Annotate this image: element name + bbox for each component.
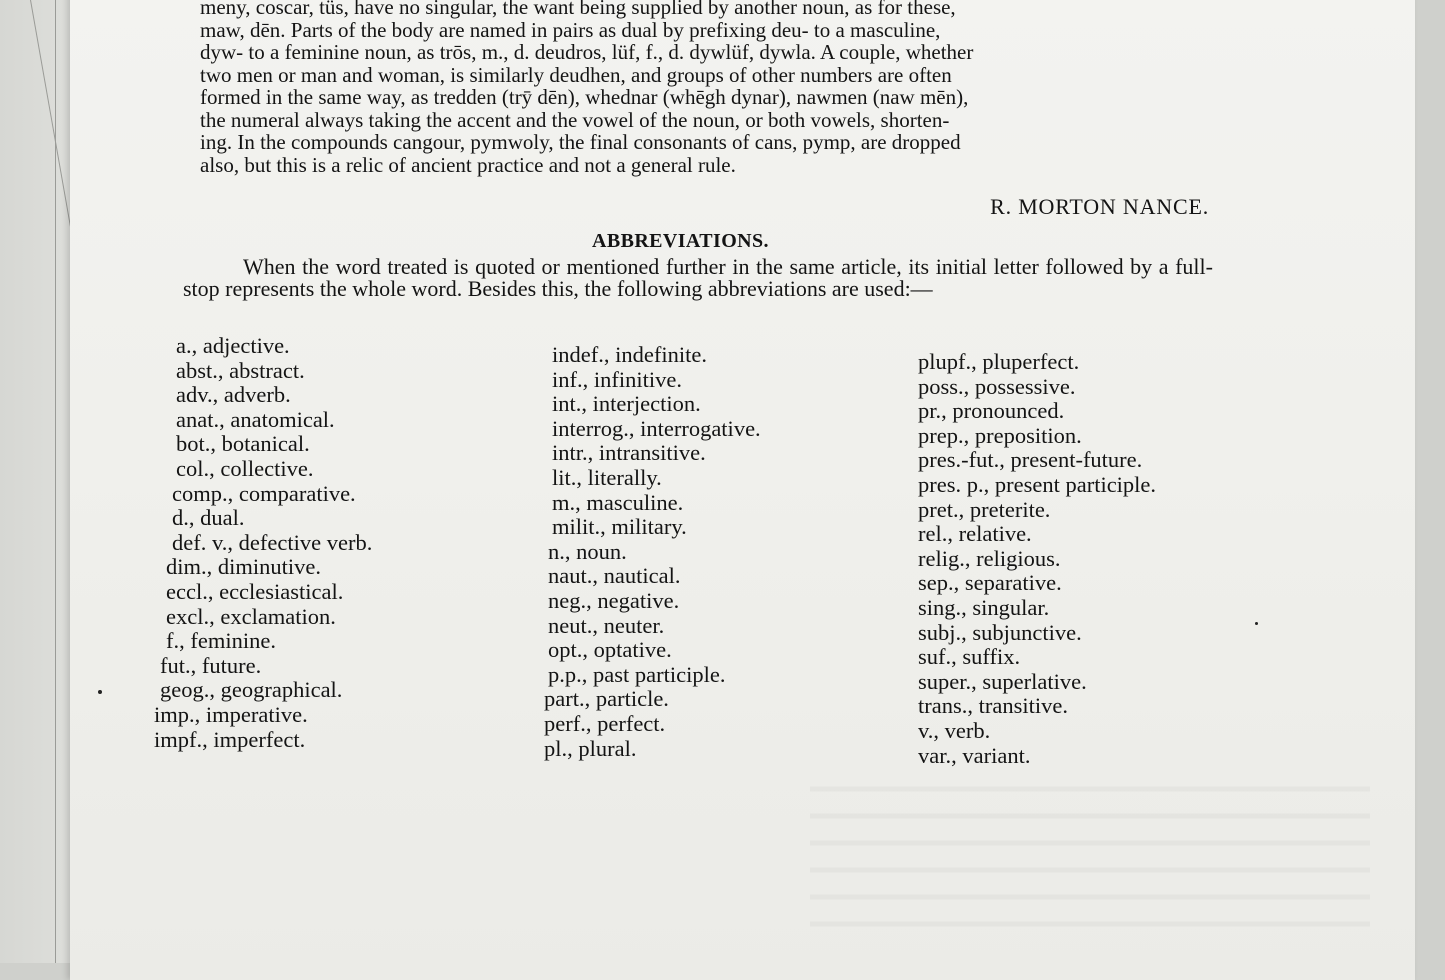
abbreviation-entry: comp., comparative. xyxy=(172,480,356,506)
abbreviation-entry: suf., suffix. xyxy=(918,644,1021,670)
author-signature: R. MORTON NANCE. xyxy=(990,194,1209,219)
abbreviation-entry: opt., optative. xyxy=(548,637,672,663)
abbreviation-entry: neut., neuter. xyxy=(548,612,665,638)
abbreviation-entry: sep., separative. xyxy=(918,570,1062,596)
ink-dot xyxy=(1255,622,1258,625)
abbreviation-entry: col., collective. xyxy=(176,455,314,481)
abbreviation-entry: impf., imperfect. xyxy=(154,726,306,752)
abbreviation-entry: imp., imperative. xyxy=(154,701,308,727)
section-heading: ABBREVIATIONS. xyxy=(592,230,769,252)
abbreviation-entry: subj., subjunctive. xyxy=(918,619,1082,645)
intro-line: meny, coscar, tüs, have no singular, the want being supplied by another noun, as for these, xyxy=(200,0,956,19)
abbreviation-entry: def. v., defective verb. xyxy=(172,529,373,555)
abbreviation-entry: poss., possessive. xyxy=(918,373,1076,399)
abbreviation-entry: part., particle. xyxy=(544,686,669,712)
abbreviation-entry: naut., nautical. xyxy=(548,563,681,589)
abbreviation-entry: sing., singular. xyxy=(918,594,1050,620)
abbreviation-entry: neg., negative. xyxy=(548,587,680,613)
abbreviation-entry: pres.-fut., present-future. xyxy=(918,447,1143,473)
ink-dot xyxy=(98,690,102,694)
abbreviation-entry: a., adjective. xyxy=(176,333,290,358)
abbreviation-column-3 xyxy=(918,350,1156,768)
abbreviation-entry: var., variant. xyxy=(918,742,1031,768)
abbreviation-entry: trans., transitive. xyxy=(918,693,1068,719)
show-through-text xyxy=(810,770,1370,930)
abbreviation-entry: pres. p., present participle. xyxy=(918,471,1157,497)
abbreviation-entry: m., masculine. xyxy=(552,489,684,515)
abbreviation-column-1 xyxy=(154,333,373,752)
abbreviation-entry: d., dual. xyxy=(172,505,245,531)
abbreviation-entry: perf., perfect. xyxy=(544,710,666,736)
intro-line: dyw- to a feminine noun, as trōs, m., d. deudros, lüf, f., d. dywlüf, dywla. A couple, whether xyxy=(200,40,974,64)
intro-line: also, but this is a relic of ancient practice and not a general rule. xyxy=(200,152,736,177)
paragraph-text: When the word treated is quoted or mentioned further in the same article, its initial letter followed by a full-stop represents the whole word. Besides this, the following abbreviations are used:— xyxy=(183,254,1213,301)
abbreviation-entry: adv., adverb. xyxy=(176,382,291,408)
abbreviation-entry: super., superlative. xyxy=(918,668,1087,694)
abbreviation-entry: prep., preposition. xyxy=(918,422,1082,448)
abbreviation-entry: fut., future. xyxy=(160,652,262,678)
intro-line: the numeral always taking the accent and the vowel of the noun, or both vowels, shorten- xyxy=(200,107,950,132)
intro-line: two men or man and woman, is similarly deudhen, and groups of other numbers are often xyxy=(200,62,952,87)
intro-line: formed in the same way, as tredden (trȳ dēn), whednar (whēgh dynar), nawmen (naw mēn), xyxy=(200,85,969,109)
abbreviation-entry: plupf., pluperfect. xyxy=(918,349,1080,374)
abbreviation-entry: milit., military. xyxy=(552,514,687,540)
abbreviation-entry: p.p., past participle. xyxy=(548,661,726,687)
abbreviation-entry: relig., religious. xyxy=(918,545,1061,571)
intro-text xyxy=(200,0,1205,176)
abbreviation-entry: anat., anatomical. xyxy=(176,406,335,432)
abbreviation-column-2 xyxy=(544,342,761,761)
abbreviation-entry: excl., exclamation. xyxy=(166,603,336,629)
abbreviation-entry: f., feminine. xyxy=(166,628,276,654)
abbreviation-entry: dim., diminutive. xyxy=(166,554,321,580)
abbreviation-entry: interrog., interrogative. xyxy=(552,415,761,441)
abbreviation-entry: rel., relative. xyxy=(918,521,1032,547)
abbreviation-entry: bot., botanical. xyxy=(176,431,310,457)
abbreviation-entry: intr., intransitive. xyxy=(552,440,706,466)
intro-line: maw, dēn. Parts of the body are named in pairs as dual by prefixing deu- to a masculine, xyxy=(200,17,941,42)
abbreviation-entry: v., verb. xyxy=(918,717,991,743)
abbreviation-entry: geog., geographical. xyxy=(160,677,343,703)
abbreviation-entry: pl., plural. xyxy=(544,735,637,761)
abbreviation-entry: indef., indefinite. xyxy=(552,342,707,367)
abbreviation-entry: lit., literally. xyxy=(552,464,662,490)
abbreviation-entry: pr., pronounced. xyxy=(918,398,1065,424)
intro-line: ing. In the compounds cangour, pymwoly, the final consonants of cans, pymp, are dropped xyxy=(200,130,961,154)
page-rule xyxy=(55,0,56,963)
abbreviations-intro xyxy=(183,256,1213,300)
abbreviation-entry: abst., abstract. xyxy=(176,357,305,383)
abbreviation-entry: inf., infinitive. xyxy=(552,366,682,392)
abbreviation-entry: eccl., ecclesiastical. xyxy=(166,578,344,604)
abbreviation-entry: pret., preterite. xyxy=(918,496,1051,522)
abbreviation-entry: n., noun. xyxy=(548,538,627,564)
abbreviation-entry: int., interjection. xyxy=(552,391,701,417)
